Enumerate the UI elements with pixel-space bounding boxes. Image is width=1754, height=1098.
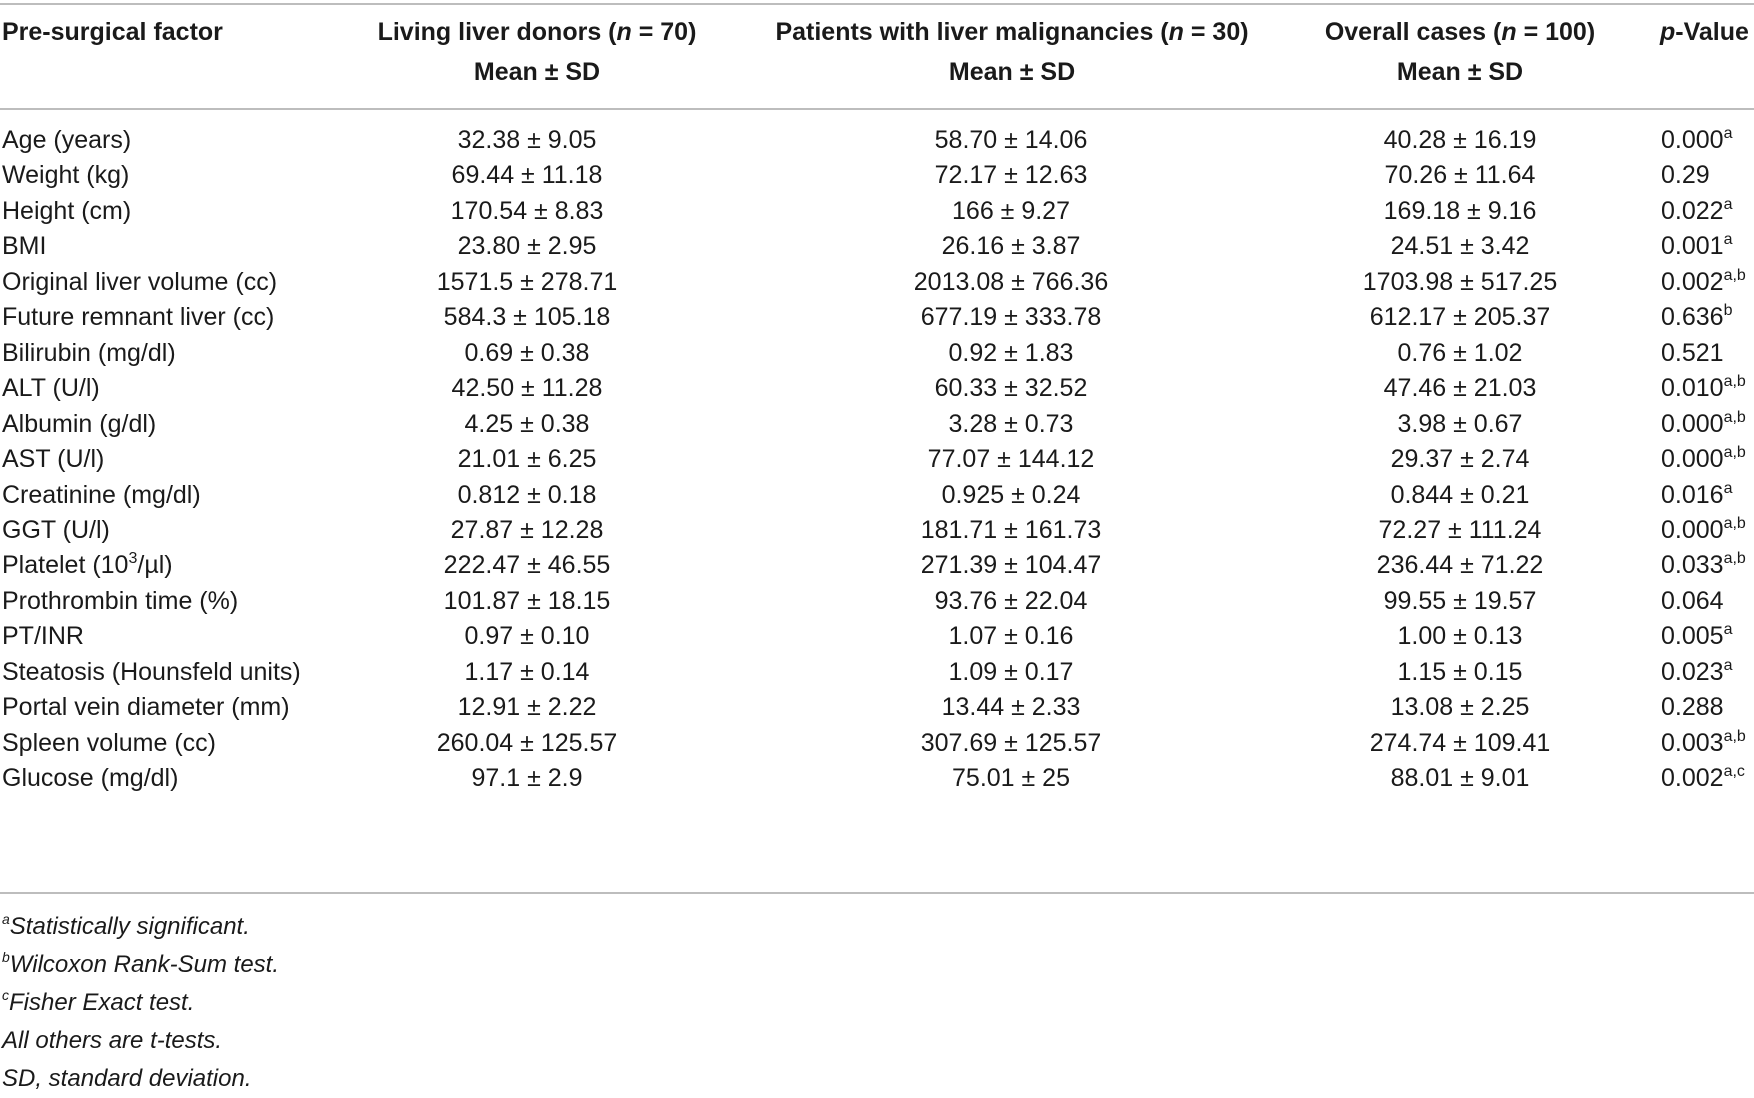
table-row bbox=[0, 297, 1754, 337]
pvalue-cell bbox=[1661, 510, 1746, 550]
factor-cell bbox=[2, 333, 176, 373]
footnote-marker: c bbox=[2, 987, 9, 1003]
pvalue-superscript: a,b bbox=[1723, 373, 1746, 391]
table-row bbox=[0, 723, 1754, 763]
factor-cell bbox=[2, 545, 173, 585]
pvalue-superscript: a,b bbox=[1723, 444, 1746, 462]
factor-text: Platelet (10 bbox=[2, 551, 129, 580]
pvalue-superscript: a,b bbox=[1723, 408, 1746, 426]
donors-cell: 21.01 ± 6.25 bbox=[457, 445, 597, 474]
malignancies-cell: 1.07 ± 0.16 bbox=[948, 622, 1074, 651]
overall-cell: 612.17 ± 205.37 bbox=[1369, 303, 1551, 332]
table-row bbox=[0, 404, 1754, 444]
donors-cell: 97.1 ± 2.9 bbox=[471, 764, 583, 793]
table-row bbox=[0, 439, 1754, 479]
pvalue-cell bbox=[1661, 652, 1732, 692]
factor-cell bbox=[2, 439, 104, 479]
factor-cell bbox=[2, 758, 178, 798]
pvalue-superscript: a bbox=[1723, 621, 1733, 639]
donors-cell: 0.97 ± 0.10 bbox=[464, 622, 590, 651]
factor-text: PT/INR bbox=[2, 622, 84, 651]
overall-cell: 88.01 ± 9.01 bbox=[1390, 764, 1530, 793]
pvalue-text: 0.010 bbox=[1661, 374, 1724, 403]
donors-cell: 260.04 ± 125.57 bbox=[436, 728, 618, 757]
pvalue-text: 0.000 bbox=[1661, 515, 1724, 544]
pvalue-cell bbox=[1661, 545, 1746, 585]
factor-cell bbox=[2, 616, 84, 656]
factor-text: ALT (U/l) bbox=[2, 374, 100, 403]
factor-text: Bilirubin (mg/dl) bbox=[2, 338, 176, 367]
overall-cell: 1.00 ± 0.13 bbox=[1397, 622, 1523, 651]
malignancies-cell: 271.39 ± 104.47 bbox=[920, 551, 1102, 580]
header-malignancies-label: Patients with liver malignancies ( bbox=[775, 18, 1169, 46]
pvalue-cell bbox=[1661, 723, 1746, 763]
malignancies-cell: 13.44 ± 2.33 bbox=[941, 693, 1081, 722]
malignancies-cell: 77.07 ± 144.12 bbox=[927, 445, 1095, 474]
footnote-marker: b bbox=[2, 949, 10, 965]
pvalue-cell bbox=[1661, 333, 1724, 373]
table-row bbox=[0, 120, 1754, 160]
overall-cell: 72.27 ± 111.24 bbox=[1378, 515, 1542, 544]
header-pvalue-p: p bbox=[1660, 18, 1676, 46]
header-malignancies-n: n bbox=[1168, 18, 1184, 46]
factor-text: Height (cm) bbox=[2, 196, 132, 225]
pvalue-cell bbox=[1661, 155, 1710, 195]
header-pvalue bbox=[1660, 12, 1749, 52]
bottom-rule bbox=[0, 892, 1754, 894]
factor-cell bbox=[2, 226, 46, 266]
malignancies-cell: 181.71 ± 161.73 bbox=[920, 515, 1102, 544]
pvalue-text: 0.288 bbox=[1661, 693, 1724, 722]
pvalue-cell bbox=[1661, 191, 1732, 231]
donors-cell: 42.50 ± 11.28 bbox=[451, 374, 603, 403]
malignancies-cell: 677.19 ± 333.78 bbox=[920, 303, 1102, 332]
pvalue-superscript: a,b bbox=[1723, 266, 1746, 284]
table-row bbox=[0, 545, 1754, 585]
donors-cell: 0.812 ± 0.18 bbox=[457, 480, 597, 509]
footnote-text: SD, standard deviation. bbox=[2, 1065, 252, 1092]
pvalue-text: 0.29 bbox=[1661, 161, 1710, 190]
header-overall-label: Overall cases ( bbox=[1324, 18, 1502, 46]
table-row bbox=[0, 191, 1754, 231]
factor-text: Age (years) bbox=[2, 126, 132, 154]
donors-cell: 23.80 ± 2.95 bbox=[457, 232, 597, 261]
factor-cell bbox=[2, 475, 201, 515]
header-factor-label: Pre-surgical factor bbox=[2, 18, 223, 46]
footnote-text: Fisher Exact test. bbox=[9, 989, 195, 1016]
overall-cell: 99.55 ± 19.57 bbox=[1383, 586, 1537, 615]
pvalue-superscript: a,b bbox=[1723, 727, 1746, 745]
footnote bbox=[2, 1060, 279, 1098]
table-row bbox=[0, 368, 1754, 408]
pvalue-cell bbox=[1661, 475, 1732, 515]
table-row bbox=[0, 687, 1754, 727]
malignancies-cell: 166 ± 9.27 bbox=[952, 196, 1070, 225]
header-donors-sub: Mean ± SD bbox=[473, 58, 601, 86]
factor-cell bbox=[2, 510, 110, 550]
footnote-text: All others are t-tests. bbox=[2, 1027, 223, 1054]
factor-text: Spleen volume (cc) bbox=[2, 728, 216, 757]
pvalue-cell bbox=[1661, 262, 1746, 302]
overall-cell: 0.844 ± 0.21 bbox=[1390, 480, 1530, 509]
malignancies-cell: 0.92 ± 1.83 bbox=[948, 338, 1074, 367]
pvalue-cell bbox=[1661, 439, 1746, 479]
header-rule bbox=[0, 108, 1754, 110]
table-row bbox=[0, 652, 1754, 692]
malignancies-cell: 0.925 ± 0.24 bbox=[941, 480, 1081, 509]
pvalue-superscript: a,c bbox=[1723, 763, 1745, 781]
donors-cell: 32.38 ± 9.05 bbox=[457, 126, 597, 154]
table-row bbox=[0, 581, 1754, 621]
malignancies-cell: 1.09 ± 0.17 bbox=[948, 657, 1074, 686]
factor-text: Creatinine (mg/dl) bbox=[2, 480, 201, 509]
overall-cell: 0.76 ± 1.02 bbox=[1397, 338, 1523, 367]
overall-cell: 70.26 ± 11.64 bbox=[1384, 161, 1536, 190]
table-row bbox=[0, 616, 1754, 656]
donors-cell: 0.69 ± 0.38 bbox=[464, 338, 590, 367]
header-pvalue-label: -Value bbox=[1675, 18, 1749, 46]
overall-cell: 3.98 ± 0.67 bbox=[1397, 409, 1523, 438]
table-row bbox=[0, 226, 1754, 266]
factor-text-rest: /µl) bbox=[137, 551, 173, 580]
overall-cell: 40.28 ± 16.19 bbox=[1383, 126, 1537, 154]
pvalue-cell bbox=[1661, 581, 1724, 621]
pvalue-text: 0.001 bbox=[1661, 232, 1724, 261]
overall-cell: 29.37 ± 2.74 bbox=[1390, 445, 1530, 474]
header-malignancies-sub: Mean ± SD bbox=[948, 58, 1076, 86]
pvalue-cell bbox=[1661, 616, 1732, 656]
overall-cell: 13.08 ± 2.25 bbox=[1390, 693, 1530, 722]
pvalue-superscript: a bbox=[1723, 125, 1733, 142]
pvalue-cell bbox=[1661, 297, 1732, 337]
factor-text: Portal vein diameter (mm) bbox=[2, 693, 290, 722]
header-donors-n: n bbox=[616, 18, 632, 46]
malignancies-cell: 60.33 ± 32.52 bbox=[934, 374, 1088, 403]
pvalue-cell bbox=[1661, 404, 1746, 444]
footnote-text: Statistically significant. bbox=[9, 913, 250, 940]
donors-cell: 222.47 ± 46.55 bbox=[443, 551, 611, 580]
donors-cell: 12.91 ± 2.22 bbox=[457, 693, 597, 722]
donors-cell: 1571.5 ± 278.71 bbox=[436, 267, 618, 296]
factor-cell bbox=[2, 155, 129, 195]
factor-text: Weight (kg) bbox=[2, 161, 130, 190]
pvalue-text: 0.005 bbox=[1661, 622, 1724, 651]
pvalue-cell bbox=[1661, 226, 1732, 266]
factor-text: Steatosis (Hounsfeld units) bbox=[2, 657, 301, 686]
factor-text: GGT (U/l) bbox=[2, 515, 110, 544]
factor-text: Future remnant liver (cc) bbox=[2, 303, 275, 332]
donors-cell: 584.3 ± 105.18 bbox=[443, 303, 611, 332]
overall-cell: 1703.98 ± 517.25 bbox=[1362, 267, 1558, 296]
pvalue-cell bbox=[1661, 687, 1724, 727]
factor-cell bbox=[2, 723, 216, 763]
factor-cell bbox=[2, 652, 301, 692]
malignancies-cell: 75.01 ± 25 bbox=[952, 764, 1070, 793]
pvalue-text: 0.000 bbox=[1661, 445, 1724, 474]
footnote-text: Wilcoxon Rank-Sum test. bbox=[9, 951, 279, 978]
footnotes bbox=[2, 908, 279, 1098]
pvalue-text: 0.000 bbox=[1661, 126, 1724, 154]
pvalue-cell bbox=[1661, 758, 1745, 798]
header-overall bbox=[1325, 12, 1595, 92]
pvalue-superscript: a,b bbox=[1723, 550, 1746, 568]
overall-cell: 47.46 ± 21.03 bbox=[1383, 374, 1537, 403]
header-donors-label: Living liver donors ( bbox=[377, 18, 617, 46]
table-row bbox=[0, 510, 1754, 550]
pvalue-text: 0.033 bbox=[1661, 551, 1724, 580]
footnote bbox=[2, 984, 279, 1022]
factor-text: BMI bbox=[2, 232, 47, 261]
table-row bbox=[0, 262, 1754, 302]
donors-cell: 69.44 ± 11.18 bbox=[451, 161, 603, 190]
pvalue-superscript: a bbox=[1723, 231, 1733, 249]
pvalue-text: 0.002 bbox=[1661, 764, 1724, 793]
factor-cell bbox=[2, 262, 277, 302]
pvalue-text: 0.023 bbox=[1661, 657, 1724, 686]
pvalue-superscript: b bbox=[1723, 302, 1733, 320]
pvalue-cell bbox=[1661, 120, 1732, 160]
pvalue-superscript: a bbox=[1723, 195, 1733, 213]
factor-text: Original liver volume (cc) bbox=[2, 267, 278, 296]
overall-cell: 1.15 ± 0.15 bbox=[1397, 657, 1523, 686]
table-row bbox=[0, 475, 1754, 515]
factor-cell bbox=[2, 297, 274, 337]
malignancies-cell: 2013.08 ± 766.36 bbox=[913, 267, 1109, 296]
footnote-marker: a bbox=[2, 911, 10, 927]
malignancies-cell: 58.70 ± 14.06 bbox=[934, 126, 1088, 154]
malignancies-cell: 3.28 ± 0.73 bbox=[948, 409, 1074, 438]
header-malignancies-count: = 30) bbox=[1183, 18, 1249, 46]
factor-cell bbox=[2, 687, 290, 727]
pvalue-text: 0.022 bbox=[1661, 196, 1724, 225]
pvalue-text: 0.064 bbox=[1661, 586, 1724, 615]
malignancies-cell: 72.17 ± 12.63 bbox=[934, 161, 1088, 190]
overall-cell: 236.44 ± 71.22 bbox=[1376, 551, 1544, 580]
pvalue-text: 0.636 bbox=[1661, 303, 1724, 332]
table-row bbox=[0, 155, 1754, 195]
top-rule bbox=[0, 3, 1754, 5]
factor-cell bbox=[2, 120, 131, 160]
table-row bbox=[0, 333, 1754, 373]
malignancies-cell: 307.69 ± 125.57 bbox=[920, 728, 1102, 757]
pvalue-text: 0.016 bbox=[1661, 480, 1724, 509]
factor-text: AST (U/l) bbox=[2, 445, 105, 474]
overall-cell: 24.51 ± 3.42 bbox=[1390, 232, 1530, 261]
header-factor bbox=[2, 12, 223, 52]
pvalue-text: 0.000 bbox=[1661, 409, 1724, 438]
header-donors-count: = 70) bbox=[631, 18, 697, 46]
pvalue-cell bbox=[1661, 368, 1746, 408]
malignancies-cell: 26.16 ± 3.87 bbox=[941, 232, 1081, 261]
header-malignancies bbox=[775, 12, 1248, 92]
factor-cell bbox=[2, 581, 238, 621]
overall-cell: 274.74 ± 109.41 bbox=[1369, 728, 1551, 757]
donors-cell: 4.25 ± 0.38 bbox=[464, 409, 590, 438]
factor-superscript: 3 bbox=[128, 550, 138, 568]
donors-cell: 101.87 ± 18.15 bbox=[443, 586, 611, 615]
factor-text: Albumin (g/dl) bbox=[2, 409, 157, 438]
footnote bbox=[2, 1022, 279, 1060]
header-overall-n: n bbox=[1501, 18, 1517, 46]
malignancies-cell: 93.76 ± 22.04 bbox=[934, 586, 1088, 615]
pvalue-text: 0.002 bbox=[1661, 267, 1724, 296]
pvalue-text: 0.521 bbox=[1661, 338, 1724, 367]
factor-cell bbox=[2, 191, 131, 231]
footnote bbox=[2, 908, 279, 946]
factor-cell bbox=[2, 368, 100, 408]
donors-cell: 170.54 ± 8.83 bbox=[450, 196, 604, 225]
header-donors bbox=[378, 12, 697, 92]
table-row bbox=[0, 758, 1754, 798]
header-overall-sub: Mean ± SD bbox=[1396, 58, 1524, 86]
pvalue-superscript: a bbox=[1723, 479, 1733, 497]
footnote bbox=[2, 946, 279, 984]
pvalue-superscript: a bbox=[1723, 656, 1733, 674]
header-overall-count: = 100) bbox=[1516, 18, 1596, 46]
pvalue-superscript: a,b bbox=[1723, 514, 1746, 532]
donors-cell: 1.17 ± 0.14 bbox=[464, 657, 590, 686]
donors-cell: 27.87 ± 12.28 bbox=[450, 515, 604, 544]
factor-cell bbox=[2, 404, 156, 444]
factor-text: Glucose (mg/dl) bbox=[2, 764, 179, 793]
factor-text: Prothrombin time (%) bbox=[2, 586, 239, 615]
pvalue-text: 0.003 bbox=[1661, 728, 1724, 757]
overall-cell: 169.18 ± 9.16 bbox=[1383, 196, 1537, 225]
